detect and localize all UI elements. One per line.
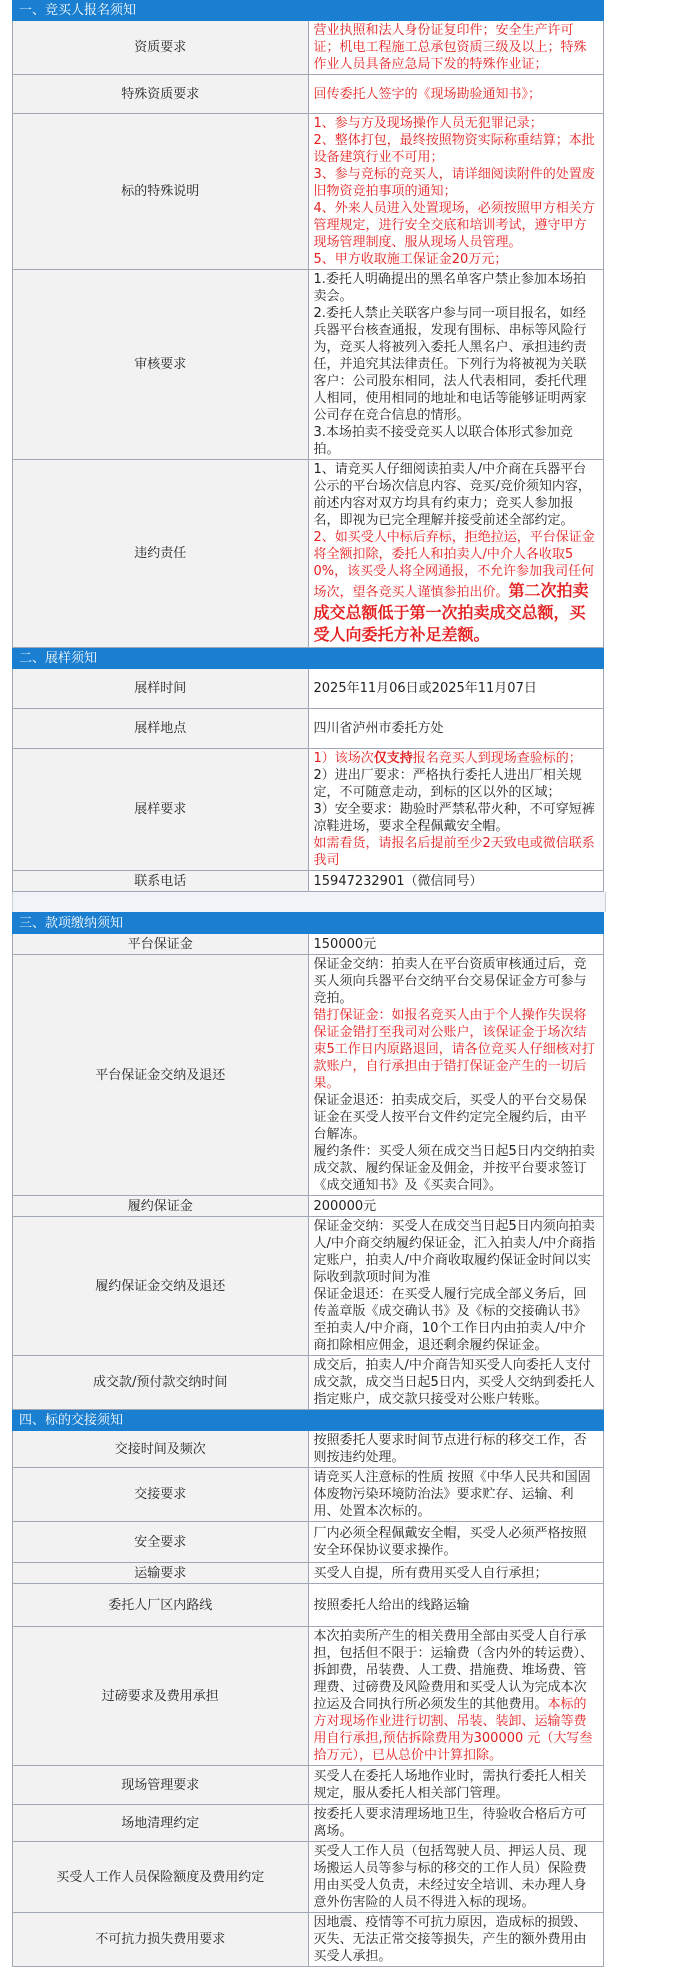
row-label: 展样地点 (13, 709, 309, 749)
row-label: 审核要求 (13, 270, 309, 460)
auction-notice-table-2 (12, 912, 604, 1967)
viewing-item: 如需看货，请报名后提前至少2天致电或微信联系我司 (313, 836, 595, 868)
breach-clause-2-wrap (314, 529, 599, 646)
row-content: 回传委托人签字的《现场勘验通知书》； (308, 75, 604, 114)
note-item: 5、甲方收取施工保证金20万元； (313, 252, 508, 267)
section-title: 三、款项缴纳须知 (13, 913, 604, 934)
row-breach (13, 460, 604, 648)
row-content: 四川省泸州市委托方处 (308, 709, 604, 749)
viewing-item-emphasis: 仅支持 (373, 751, 413, 766)
row-content: 营业执照和法人身份证复印件；安全生产许可证；机电工程施工总承包资质三级及以上；特殊作业人员具备应急局下发的特殊作业证； (308, 21, 604, 75)
section-spacer (12, 892, 606, 912)
row-label: 展样要求 (13, 749, 309, 871)
row-content (308, 114, 604, 270)
deposit-clause: 履约条件：买受人须在成交当日起5日内交纳拍卖成交款、履约保证金及佣金，并按平台要求签订《成交通知书》及《买卖合同》。 (313, 1144, 595, 1193)
section-header-payment (13, 913, 604, 934)
deposit-clause: 保证金交纳：买受人在成交当日起5日内须向拍卖人/中介商交纳履约保证金，汇入拍卖人/中介商指定账户，拍卖人/中介商收取履约保证金时间以实际收到款项时间为准 (313, 1219, 596, 1285)
note-item: 4、外来人员进入处置现场，必须按照甲方相关方管理规定，进行安全交底和培训考试，遵守甲方现场管理制度、服从现场人员管理。 (313, 201, 595, 250)
weighing-clause: 本次拍卖所产生的相关费用全部由买受人自行承担，包括但不限于：运输费（含内外的转运费）、拆卸费，吊装费、人工费、措施费、堆场费、管理费、过磅费及风险费用和买受人认为完成本次拉运及合同执行所必须发生的其他费用。 (313, 1629, 594, 1712)
note-item: 1、参与方及现场操作人员无犯罪记录； (313, 116, 543, 131)
row-label: 委托人厂区内路线 (13, 1584, 309, 1627)
row-content: 按照委托人要求时间节点进行标的移交工作，否则按违约处理。 (308, 1431, 604, 1468)
row-special-qualification (13, 75, 604, 114)
row-handover-requirements (13, 1468, 604, 1522)
row-review (13, 270, 604, 460)
row-label: 过磅要求及费用承担 (13, 1627, 309, 1766)
viewing-item-part: 1）该场次 (313, 751, 374, 766)
row-label: 交接时间及频次 (13, 1431, 309, 1468)
row-label: 特殊资质要求 (13, 75, 309, 114)
row-content: 150000元 (308, 934, 604, 955)
review-item: 1.委托人明确提出的黑名单客户禁止参加本场拍卖会。 (313, 272, 586, 304)
row-handover-time (13, 1431, 604, 1468)
row-label: 平台保证金交纳及退还 (13, 955, 309, 1196)
row-site-management (13, 1766, 604, 1805)
section-title: 四、标的交接须知 (13, 1410, 604, 1431)
row-performance-deposit (13, 1196, 604, 1217)
viewing-item-part: 报名竞买人到现场查验标的； (412, 751, 582, 766)
note-item: 3、参与竞标的竞买人，请详细阅读附件的处置废旧物资竞拍事项的通知； (313, 167, 595, 199)
row-label: 违约责任 (13, 460, 309, 648)
section-title: 二、展样须知 (13, 648, 604, 669)
row-content (308, 1627, 604, 1766)
row-safety (13, 1522, 604, 1563)
section-header-registration (13, 1, 604, 21)
row-label: 履约保证金 (13, 1196, 309, 1217)
row-platform-deposit-pay (13, 955, 604, 1196)
note-item: 2、整体打包，最终按照物资实际称重结算；本批设备建筑行业不可用； (313, 133, 595, 165)
row-platform-deposit (13, 934, 604, 955)
row-content: 买受人在委托人场地作业时，需执行委托人相关规定，服从委托人相关部门管理。 (308, 1766, 604, 1805)
section-header-handover (13, 1410, 604, 1431)
row-content (308, 749, 604, 871)
row-label: 运输要求 (13, 1563, 309, 1584)
weighing-clause-highlight: 本标的方对现场作业进行切割、吊装、装卸、运输等费用自行承担,预估拆除费用为300000 元（大写叁拾万元），已从总价中计算扣除。 (313, 1697, 593, 1763)
row-content: 买受人自提，所有费用买受人自行承担； (308, 1563, 604, 1584)
row-label: 现场管理要求 (13, 1766, 309, 1805)
row-content: 请竞买人注意标的性质 按照《中华人民共和国固体废物污染环境防治法》要求贮存、运输、利用、处置本次标的。 (308, 1468, 604, 1522)
row-transport (13, 1563, 604, 1584)
deposit-clause: 保证金交纳：拍卖人在平台资质审核通过后，竞买人须向兵器平台交纳平台交易保证金方可参与竞拍。 (313, 957, 587, 1006)
row-route (13, 1584, 604, 1627)
row-label: 成交款/预付款交纳时间 (13, 1356, 309, 1410)
row-content (308, 270, 604, 460)
row-label: 履约保证金交纳及退还 (13, 1217, 309, 1356)
row-label: 安全要求 (13, 1522, 309, 1563)
row-content: 买受人工作人员（包括驾驶人员、押运人员、现场搬运人员等参与标的移交的工作人员）保险费用由买受人负责，未经过安全培训、未办理人身意外伤害险的人员不得进入标的现场。 (308, 1842, 604, 1913)
row-content: 按委托人要求清理场地卫生，待验收合格后方可离场。 (308, 1805, 604, 1842)
row-content (308, 1217, 604, 1356)
deposit-clause: 保证金退还：在买受人履行完成全部义务后，回传盖章版《成交确认书》及《标的交接确认书》至拍卖人/中介商，10个工作日内由拍卖人/中介商扣除相应佣金，退还剩余履约保证金。 (313, 1287, 587, 1353)
row-content: 2025年11月06日或2025年11月07日 (308, 669, 604, 709)
row-contact (13, 871, 604, 892)
row-force-majeure (13, 1913, 604, 1967)
section-header-viewing (13, 648, 604, 669)
row-viewing-place (13, 709, 604, 749)
breach-clause-2: 2、如买受人中标后弃标，拒绝拉运，平台保证金将全额扣除，委托人和拍卖人/中介人各收取50%，该买受人将全网通报，不允许参加我司任何场次，望各竞买人谨慎参拍出价。 (313, 530, 595, 600)
row-viewing-requirements (13, 749, 604, 871)
viewing-item: 3）安全要求：勘验时严禁私带火种，不可穿短裤凉鞋进场，要求全程佩戴安全帽。 (313, 802, 595, 834)
row-content: 200000元 (308, 1196, 604, 1217)
row-content: 成交后，拍卖人/中介商告知买受人向委托人支付成交款，成交当日起5日内，买受人交纳到委托人指定账户，成交款只接受对公账户转账。 (308, 1356, 604, 1410)
row-label: 不可抗力损失费用要求 (13, 1913, 309, 1967)
row-cleanup (13, 1805, 604, 1842)
row-label: 标的特殊说明 (13, 114, 309, 270)
auction-notice-table (12, 0, 604, 892)
deposit-clause: 保证金退还：拍卖成交后，买受人的平台交易保证金在买受人按平台文件约定完全履约后，由平台解冻。 (313, 1093, 587, 1142)
row-weighing (13, 1627, 604, 1766)
row-content: 厂内必须全程佩戴安全帽，买受人必须严格按照安全环保协议要求操作。 (308, 1522, 604, 1563)
contact-phone: 15947232901（微信同号） (308, 871, 604, 892)
row-special-notes (13, 114, 604, 270)
row-label: 交接要求 (13, 1468, 309, 1522)
deposit-clause: 错打保证金：如报名竞买人由于个人操作失误将保证金错打至我司对公账户，该保证金于场次结束5工作日内原路退回，请各位竞买人仔细核对打款账户，自行承担由于错打保证金产生的一切后果。 (313, 1008, 595, 1091)
row-label: 展样时间 (13, 669, 309, 709)
row-content: 因地震、疫情等不可抗力原因，造成标的损毁、灭失、无法正常交接等损失，产生的额外费用由买受人承担。 (308, 1913, 604, 1967)
row-label: 资质要求 (13, 21, 309, 75)
breach-clause-1: 1、请竞买人仔细阅读拍卖人/中介商在兵器平台公示的平台场次信息内容、竞买/竞价须知内容，前述内容对双方均具有约束力；竞买人参加报名，即视为已完全理解并接受前述全部约定。 (313, 462, 591, 528)
row-content (308, 955, 604, 1196)
row-label: 平台保证金 (13, 934, 309, 955)
row-performance-deposit-pay (13, 1217, 604, 1356)
section-title: 一、竞买人报名须知 (13, 1, 604, 21)
row-content: 按照委托人给出的线路运输 (308, 1584, 604, 1627)
row-insurance (13, 1842, 604, 1913)
breach-clause-3: 第二次拍卖成交总额低于第一次拍卖成交总额，买受人向委托方补足差额。 (313, 581, 589, 644)
row-content (308, 460, 604, 648)
row-label: 买受人工作人员保险额度及费用约定 (13, 1842, 309, 1913)
row-label: 场地清理约定 (13, 1805, 309, 1842)
viewing-item: 2）进出厂要求：严格执行委托人进出厂相关规定，不可随意走动，到标的区以外的区域； (313, 768, 582, 800)
row-qualification (13, 21, 604, 75)
row-payment-time (13, 1356, 604, 1410)
row-viewing-time (13, 669, 604, 709)
review-item: 2.委托人禁止关联客户参与同一项目报名，如经兵器平台核查通报，发现有围标、串标等风险行为，竞买人将被列入委托人黑名户、承担违约责任，并追究其法律责任。下列行为将被视为关联客户：公司股东相同，法人代表相同，委托代理人相同，使用相同的地址和电话等能够证明两家公司存在竞合信息的情形。 (313, 306, 587, 423)
viewing-item (314, 750, 599, 767)
row-label: 联系电话 (13, 871, 309, 892)
review-item: 3.本场拍卖不接受竞买人以联合体形式参加竞拍。 (313, 425, 573, 457)
